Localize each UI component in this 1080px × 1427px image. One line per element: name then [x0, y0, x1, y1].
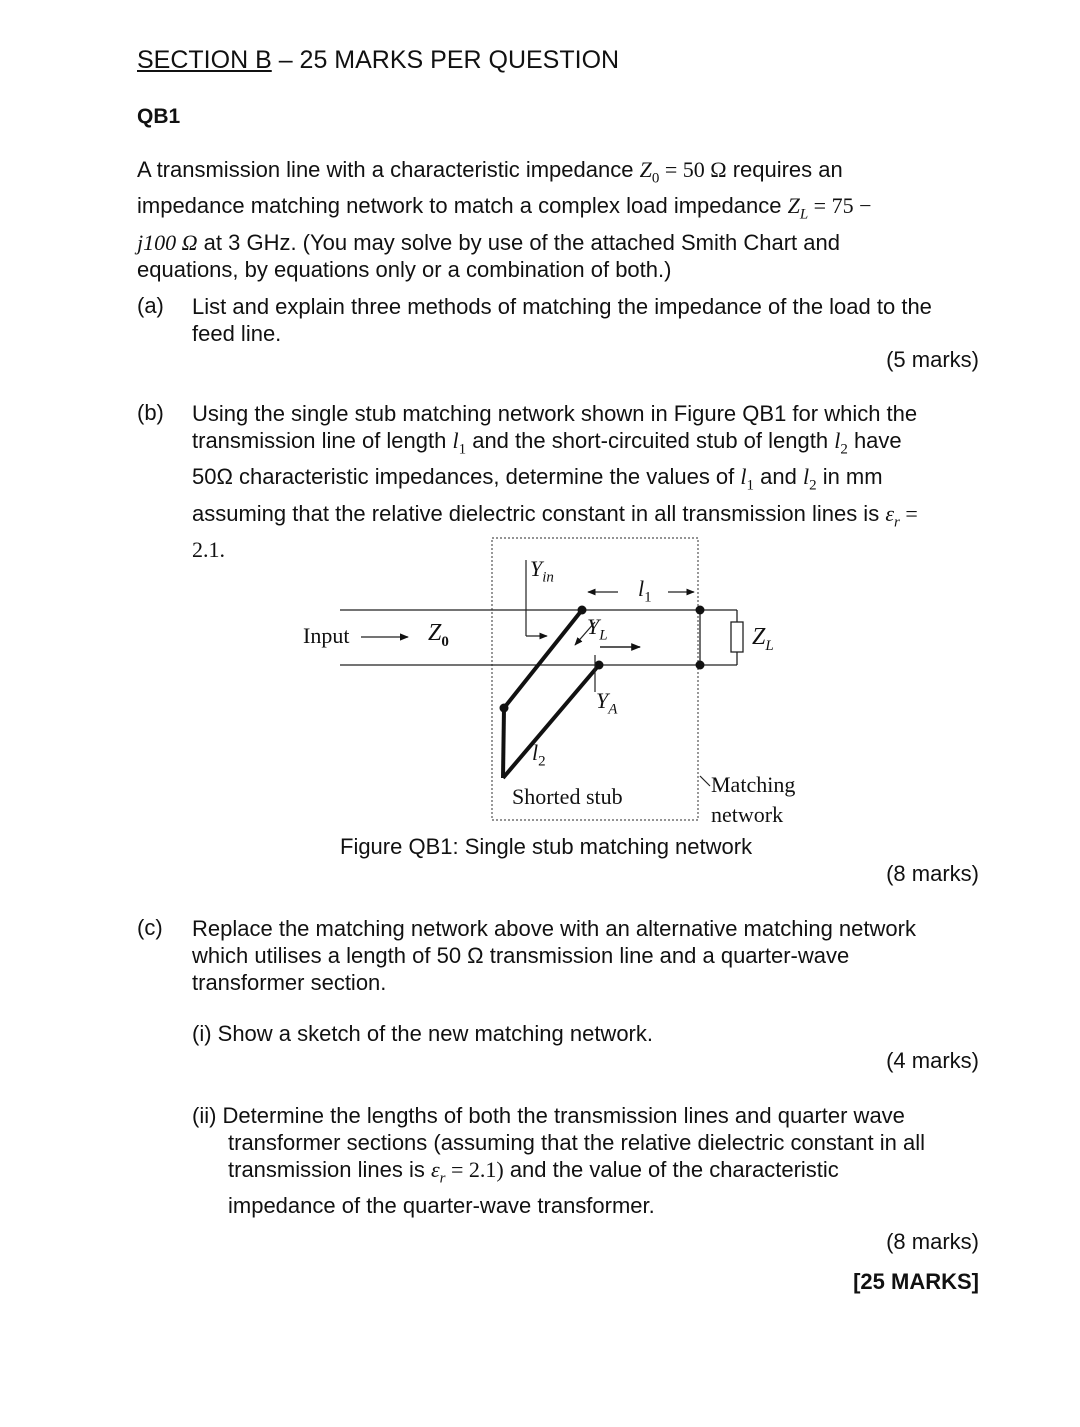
figure-yin-label: $Y_{in}$ — [530, 556, 554, 586]
part-c-text: Replace the matching network above with an alternative matching network which utilises a length of 50 Ω transmission line and a quarter-wave transformer section. — [192, 916, 916, 995]
intro-line-4: equations, by equations only or a combination of both.) — [137, 256, 672, 282]
intro-line-1: A transmission line with a characteristic impedance $Z_0 = 50$ Ω requires an — [137, 157, 843, 187]
figure-caption: Figure QB1: Single stub matching network — [340, 834, 753, 859]
part-c-i-marks: (4 marks) — [886, 1048, 979, 1073]
figure-input-label: Input — [303, 623, 350, 648]
question-intro — [137, 156, 1007, 283]
part-c-ii: (ii) Determine the lengths of both the transmission lines and quarter wave transformer sections (assuming that the relative dielectric constant in all transmission lines is $\varepsilon_r = 2.1$) and the value of the characteristic impedance of the quarter-wave transformer. — [192, 1103, 925, 1219]
junction-dot — [696, 661, 705, 670]
stub-line-2 — [503, 665, 599, 778]
section-heading-rest: – 25 MARKS PER QUESTION — [271, 46, 620, 74]
stub-line-short — [503, 708, 504, 778]
intro-line-2: impedance matching network to match a complex load impedance $Z_L = 75$ − — [137, 193, 872, 223]
stub-line-1 — [504, 610, 582, 708]
figure-shorted-stub-label: Shorted stub — [512, 784, 623, 809]
part-c-i: (i) Show a sketch of the new matching network. — [192, 1021, 653, 1046]
part-a-label: (a) — [137, 293, 164, 318]
intro-line-3: j100 Ω at 3 GHz. (You may solve by use of the attached Smith Chart and — [137, 229, 840, 255]
figure-network-label: network — [711, 802, 784, 827]
matching-pointer — [700, 776, 710, 786]
question-id: QB1 — [137, 105, 181, 128]
part-a-text: List and explain three methods of matching the impedance of the load to the feed line. — [192, 294, 932, 346]
figure-matching-label: Matching — [711, 772, 796, 797]
section-heading-underlined: SECTION B — [137, 46, 272, 74]
total-marks: [25 MARKS] — [853, 1269, 979, 1294]
figure-zl-label: $Z_L$ — [752, 624, 774, 654]
figure-z0-label: $Z_0$ — [428, 620, 449, 650]
part-b-label: (b) — [137, 400, 164, 425]
part-b-marks: (8 marks) — [886, 861, 979, 886]
load-resistor — [731, 622, 743, 652]
part-c-label: (c) — [137, 915, 163, 940]
figure-ya-label: $Y_A$ — [596, 688, 618, 718]
section-heading — [137, 46, 619, 75]
figure-l2-label: $l_2$ — [532, 740, 546, 770]
junction-dot — [696, 606, 705, 615]
part-a-marks: (5 marks) — [886, 347, 979, 372]
figure-l1-label: $l_1$ — [638, 576, 652, 606]
figure-yl-label: $Y_L$ — [587, 614, 608, 644]
part-b-text: Using the single stub matching network shown in Figure QB1 for which the transmission line of length $l_1$ and the short-circuited stub of length $l_2$ have 50Ω characteristic impedances, determine the values of $l_1$ and $l_2$ in mm assuming that the relative dielectric constant in all transmission lines is $\varepsilon_r$ = 2.1. — [192, 401, 918, 563]
part-c-ii-marks: (8 marks) — [886, 1229, 979, 1254]
